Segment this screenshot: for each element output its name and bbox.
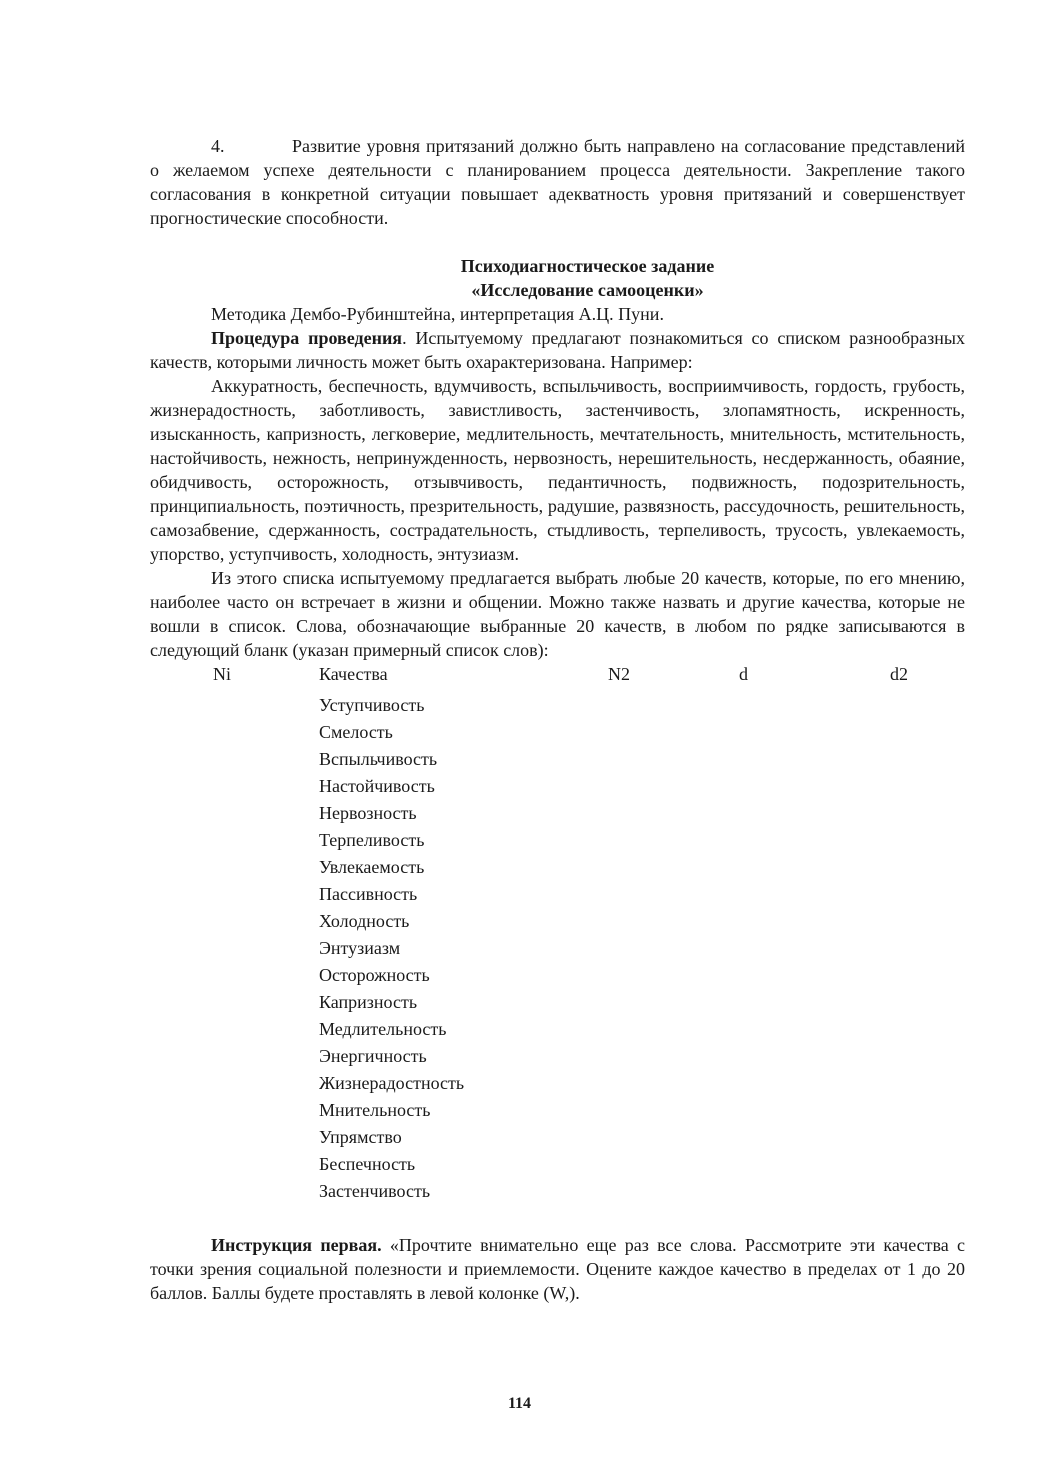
instruction-paragraph xyxy=(150,1233,965,1305)
list-item: Терпеливость xyxy=(319,830,425,850)
item-4-text: Развитие уровня притязаний должно быть направлено на согласование представлений о желаемом успехе деятельности с планированием процесса деятельности. Закрепление такого согласования в конкретной ситуации повышает адекватность уровня притязаний и совершенствует прогностические способности. xyxy=(150,136,965,228)
procedure-text: . Испытуемому предлагают познакомиться со списком разнообразных качеств, которыми личность может быть охарактеризована. Например: xyxy=(150,328,966,372)
list-item: Холодность xyxy=(319,911,410,931)
qualities-list xyxy=(319,692,965,1205)
list-item: Медлительность xyxy=(319,1019,447,1039)
header-d2: d2 xyxy=(890,664,908,684)
list-item: Упрямство xyxy=(319,1127,402,1147)
list-item: Мнительность xyxy=(319,1100,431,1120)
table-header xyxy=(150,662,965,690)
list-item: Смелость xyxy=(319,722,393,742)
procedure-paragraph xyxy=(150,326,965,374)
page-body xyxy=(150,134,965,1305)
selection-paragraph: Из этого списка испытуемому предлагается выбрать любые 20 качеств, которые, по его мнению, наиболее часто он встречает в жизни и общении. Можно также назвать и другие качества, которые не вошли в список. Слова, обозначающие выбранные 20 качеств, в любом по рядке записываются в следующий бланк (указан примерный список слов): xyxy=(150,568,965,660)
list-item: Застенчивость xyxy=(319,1181,431,1201)
header-n2: N2 xyxy=(608,664,630,684)
list-item: Пассивность xyxy=(319,884,418,904)
instruction-text: «Прочтите внимательно еще раз все слова. Рассмотрите эти качества с точки зрения социальной полезности и приемлемости. Оцените каждое качество в пределах от 1 до 20 баллов. Баллы будете проставлять в левой колонке (W,). xyxy=(150,1235,965,1303)
list-item: Энтузиазм xyxy=(319,938,401,958)
page-number: 114 xyxy=(507,1395,532,1412)
list-item: Беспечность xyxy=(319,1154,416,1174)
list-item: Нервозность xyxy=(319,803,417,823)
section-subtitle: «Исследование самооценки» xyxy=(471,280,704,300)
list-item: Настойчивость xyxy=(319,776,435,796)
list-item: Капризность xyxy=(319,992,418,1012)
section-title: Психодиагностическое задание xyxy=(460,256,715,276)
list-item: Осторожность xyxy=(319,965,430,985)
instruction-lead: Инструкция первая. xyxy=(211,1235,382,1255)
item-4-paragraph xyxy=(150,134,965,230)
list-item: Увлекаемость xyxy=(319,857,425,877)
list-item: Вспыльчивость xyxy=(319,749,438,769)
procedure-lead: Процедура проведения xyxy=(211,328,403,348)
method-line: Методика Дембо-Рубинштейна, интерпретация А.Ц. Пуни. xyxy=(211,304,664,324)
list-item: Энергичность xyxy=(319,1046,427,1066)
list-item: Жизнерадостность xyxy=(319,1073,465,1093)
list-item: Уступчивость xyxy=(319,695,425,715)
item-number: 4. xyxy=(211,136,225,156)
header-ni: Ni xyxy=(213,664,231,684)
header-qualities: Качества xyxy=(319,664,388,684)
header-d: d xyxy=(739,664,748,684)
qualities-paragraph: Аккуратность, беспечность, вдумчивость, вспыльчивость, восприимчивость, гордость, грубость, жизнерадостность, заботливость, завистливость, застенчивость, злопамятность, искренность, изысканность, капризность, легковерие, медлительность, мечтательность, мнительность, мстительность, настойчивость, нежность, непринужденность, нервозность, нерешительность, несдержанность, обаяние, обидчивость, осторожность, отзывчивость, педантичность, подвижность, подозрительность, принципиальность, поэтичность, презрительность, радушие, развязность, рассудочность, решительность, самозабвение, сдержанность, сострадательность, стыдливость, терпеливость, трусость, увлекаемость, упорство, уступчивость, холодность, энтузиазм. xyxy=(150,376,965,564)
